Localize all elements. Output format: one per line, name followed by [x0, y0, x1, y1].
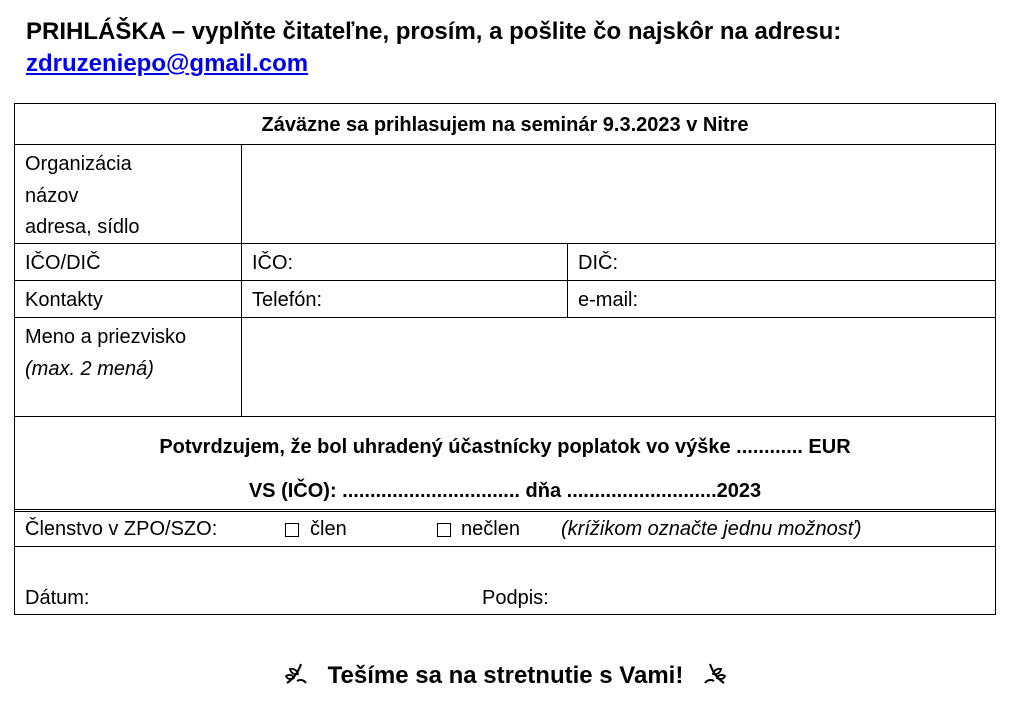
- membership-label: Členstvo v ZPO/SZO:: [25, 518, 218, 540]
- org-label: Organizácia: [25, 153, 132, 175]
- page-heading: [26, 16, 841, 80]
- nonmember-checkbox[interactable]: [437, 523, 451, 537]
- email-field[interactable]: [569, 282, 994, 316]
- name-note: (max. 2 mená): [25, 358, 154, 380]
- email-field-label: e-mail:: [578, 289, 639, 311]
- ico-field[interactable]: [243, 245, 566, 279]
- signature-label: Podpis:: [482, 587, 549, 609]
- phone-field-label: Telefón:: [252, 289, 323, 311]
- heading-text: PRIHLÁŠKA – vyplňte čitateľne, prosím, a pošlite čo najskôr na adresu:: [26, 18, 842, 45]
- date-label: Dátum:: [25, 587, 90, 609]
- row-divider: [14, 144, 996, 145]
- closing-text: Tešíme sa na stretnutie s Vami!: [327, 662, 684, 689]
- org-address-label: adresa, sídlo: [25, 216, 140, 238]
- phone-field[interactable]: [243, 282, 566, 316]
- wreath-right-icon: [702, 661, 728, 698]
- row-divider: [14, 509, 996, 510]
- closing-line: [0, 658, 1011, 698]
- member-checkbox[interactable]: [285, 523, 299, 537]
- wreath-left-icon: [283, 661, 309, 698]
- row-divider: [14, 416, 996, 417]
- form-border-top: [14, 103, 996, 104]
- form-title: Záväzne sa prihlasujem na seminár 9.3.2023 v Nitre: [261, 114, 749, 136]
- date-field[interactable]: [16, 548, 466, 612]
- name-field[interactable]: [243, 319, 994, 415]
- row-divider: [14, 546, 996, 547]
- ico-dic-label: IČO/DIČ: [25, 252, 101, 274]
- row-divider: [14, 243, 996, 244]
- dic-field-label: DIČ:: [578, 252, 618, 274]
- org-name-label: názov: [25, 185, 79, 207]
- payment-confirmation: Potvrdzujem, že bol uhradený účastnícky poplatok vo výške ............ EUR: [159, 436, 851, 458]
- column-divider: [241, 144, 242, 416]
- variable-symbol-line: VS (IČO): ................................ dňa ...........................2023: [248, 480, 762, 502]
- name-label: Meno a priezvisko: [25, 326, 187, 348]
- column-divider: [567, 243, 568, 317]
- form-border-bottom: [14, 614, 996, 615]
- ico-field-label: IČO:: [252, 252, 294, 274]
- dic-field[interactable]: [569, 245, 994, 279]
- member-option-label: člen: [310, 518, 347, 540]
- form-border-left: [14, 103, 15, 615]
- row-divider: [14, 511, 996, 512]
- row-divider: [14, 317, 996, 318]
- membership-note: (krížikom označte jednu možnosť): [561, 518, 862, 540]
- nonmember-option-label: nečlen: [461, 518, 520, 540]
- registration-form: [14, 103, 996, 615]
- signature-field[interactable]: [469, 548, 994, 612]
- row-divider: [14, 280, 996, 281]
- org-field[interactable]: [243, 146, 994, 242]
- contacts-label: Kontakty: [25, 289, 103, 311]
- email-link[interactable]: zdruzeniepo@gmail.com: [26, 50, 309, 77]
- form-border-right: [995, 103, 996, 615]
